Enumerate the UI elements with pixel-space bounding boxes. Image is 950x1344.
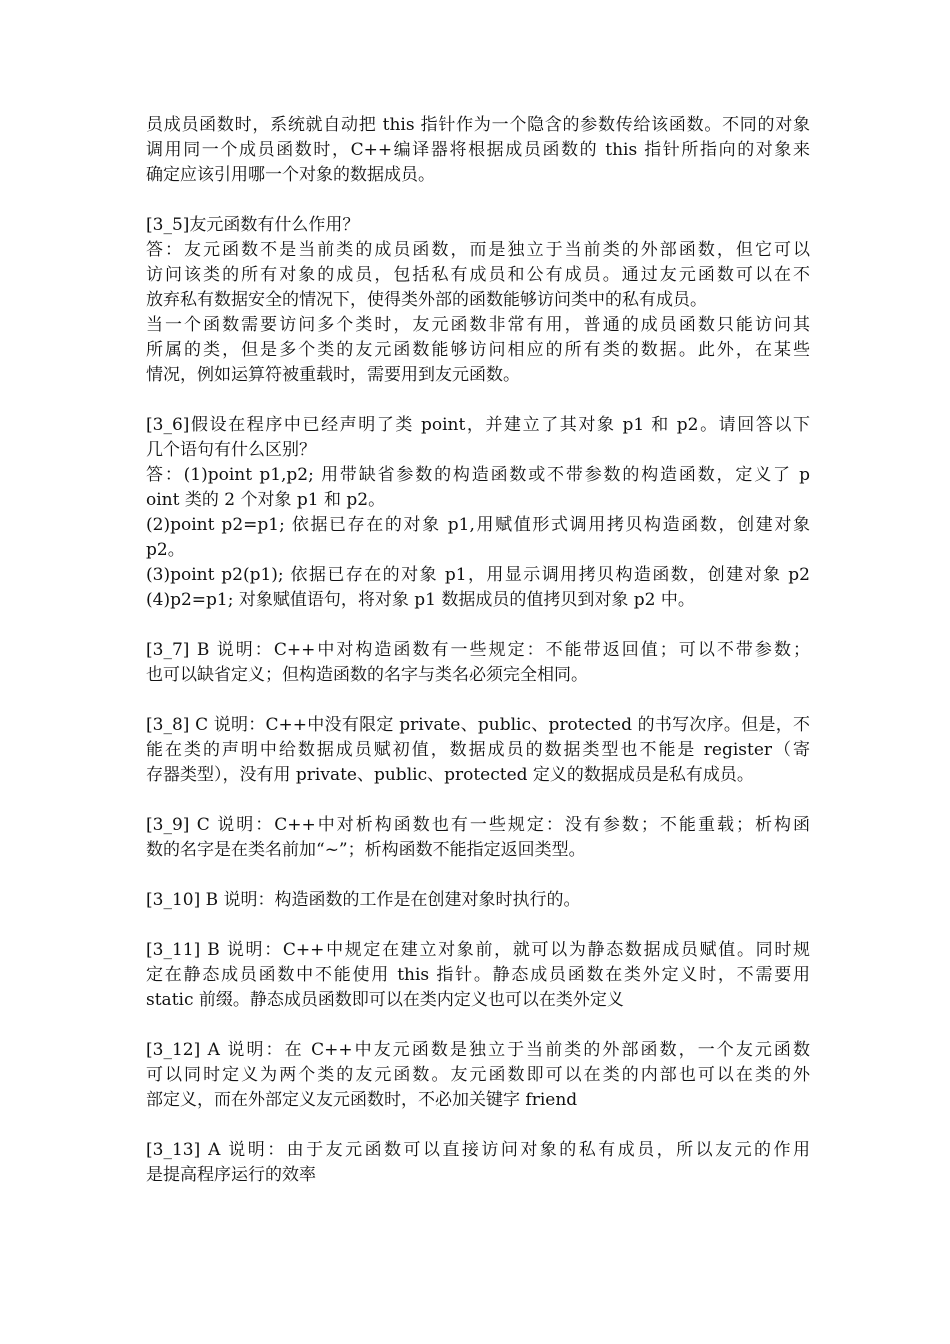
text-line: 情况，例如运算符被重载时，需要用到友元函数。 [146,365,520,385]
text-line: 定在静态成员函数中不能使用 this 指针。静态成员函数在类外定义时，不需要用 [146,965,810,985]
text-line: 确定应该引用哪一个对象的数据成员。 [146,165,435,185]
text-line: 访问该类的所有对象的成员，包括私有成员和公有成员。通过友元函数可以在不 [146,265,810,285]
text-line: 员成员函数时，系统就自动把 this 指针作为一个隐含的参数传给该函数。不同的对象 [146,115,810,135]
answer-3-9 [146,813,810,863]
text-line: 当一个函数需要访问多个类时，友元函数非常有用，普通的成员函数只能访问其 [146,315,810,335]
question-heading: 几个语句有什么区别？ [146,440,316,460]
text-line: [3_13] A 说明：由于友元函数可以直接访问对象的私有成员，所以友元的作用 [146,1140,810,1160]
answer-3-8 [146,713,810,788]
text-line: 所属的类，但是多个类的友元函数能够访问相应的所有类的数据。此外，在某些 [146,340,810,360]
text-line: 放弃私有数据安全的情况下，使得类外部的函数能够访问类中的私有成员。 [146,290,707,310]
text-line: p2。 [146,540,185,560]
document-page [146,113,810,1188]
text-line: static 前缀。静态成员函数即可以在类内定义也可以在类外定义 [146,990,624,1010]
answer-3-7 [146,638,810,688]
text-line: 答：友元函数不是当前类的成员函数，而是独立于当前类的外部函数，但它可以 [146,240,810,260]
question-3-6 [146,413,810,613]
answer-3-12 [146,1038,810,1113]
text-line: [3_10] B 说明：构造函数的工作是在创建对象时执行的。 [146,890,581,910]
text-line: 存器类型），没有用 private、public、protected 定义的数据成员是私有成员。 [146,765,754,785]
text-line: 也可以缺省定义；但构造函数的名字与类名必须完全相同。 [146,665,588,685]
text-line: 可以同时定义为两个类的友元函数。友元函数即可以在类的内部也可以在类的外 [146,1065,810,1085]
question-heading: [3_6]假设在程序中已经声明了类 point，并建立了其对象 p1 和 p2。请回答以下 [146,415,810,435]
text-line: 是提高程序运行的效率 [146,1165,316,1185]
text-line: 调用同一个成员函数时，C++编译器将根据成员函数的 this 指针所指向的对象来 [146,140,810,160]
question-heading: [3_5]友元函数有什么作用？ [146,215,360,235]
question-3-5 [146,213,810,388]
answer-3-11 [146,938,810,1013]
paragraph-this-pointer [146,113,810,188]
text-line: 答：(1)point p1,p2; 用带缺省参数的构造函数或不带参数的构造函数，定义了 p [146,465,810,485]
text-line: 部定义，而在外部定义友元函数时，不必加关键字 friend [146,1090,578,1110]
text-line: (2)point p2=p1; 依据已存在的对象 p1,用赋值形式调用拷贝构造函数，创建对象 [146,515,810,535]
text-line: [3_9] C 说明：C++中对析构函数也有一些规定：没有参数；不能重载；析构函 [146,815,810,835]
text-line: [3_11] B 说明：C++中规定在建立对象前，就可以为静态数据成员赋值。同时规 [146,940,810,960]
answer-3-13 [146,1138,810,1188]
text-line: [3_12] A 说明：在 C++中友元函数是独立于当前类的外部函数，一个友元函数 [146,1040,810,1060]
answer-3-10 [146,888,810,913]
text-line: (4)p2=p1; 对象赋值语句，将对象 p1 数据成员的值拷贝到对象 p2 中。 [146,590,695,610]
text-line: (3)point p2(p1); 依据已存在的对象 p1，用显示调用拷贝构造函数，创建对象 p2 [146,565,810,585]
text-line: 数的名字是在类名前加“~”；析构函数不能指定返回类型。 [146,840,586,860]
text-line: oint 类的 2 个对象 p1 和 p2。 [146,490,386,510]
text-line: [3_7] B 说明：C++中对构造函数有一些规定：不能带返回值；可以不带参数； [146,640,810,660]
text-line: 能在类的声明中给数据成员赋初值，数据成员的数据类型也不能是 register（寄 [146,740,810,760]
text-line: [3_8] C 说明：C++中没有限定 private、public、protected 的书写次序。但是，不 [146,715,810,735]
